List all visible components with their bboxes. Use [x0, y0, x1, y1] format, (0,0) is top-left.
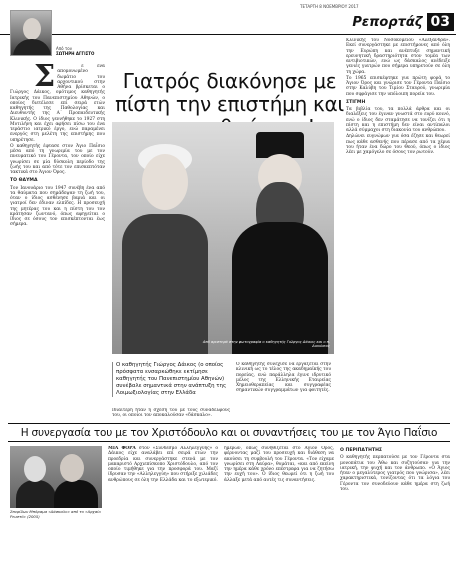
- bottom-column-2-text: ημερών, όπως συνηθίζεται στο Άγιον Όρος, φέρνοντας μαζί του προσευχή και διάθεση να ακούσει τη συμβουλή του Γέροντα. «Τον είχαμε γνωρίσει στη Λαύρα», θυμάται, «και από εκείνη την ημέρα κάθε χρόνο επέστρεφα για να ζητήσω την ευχή του». Ο ίδιος θεωρεί ότι η ζωή του άλλαξε μετά από αυτές τις συναντήσεις.: [224, 446, 334, 483]
- byline-label: Από τον: [56, 46, 72, 51]
- bottom-column-3: [340, 446, 450, 558]
- bottom-column-1-text: στον «Σύνδεσμο Αλληλεγγύης» ο Δάικος είχε αναλάβει επί σειρά ετών την προεδρία και συνεργάστηκε στενά με τον μακαριστό Αρχιεπίσκοπο Χριστόδουλο, από τον οποίο τιμήθηκε για την προσφορά του. Μαζί ίδρυσαν την «Αλληλεγγύη» που στήριξε χιλιάδες ανθρώπους σε όλη την Ελλάδα και το εξωτερικό.: [108, 446, 218, 483]
- person-right-figure: [232, 132, 328, 354]
- right-paragraph-1: Κλινικής του Νοσοκομείου «Αλεξάνδρα». Εκεί συνεργάστηκε με επιστήμονες από όλη την Ευρώπη και ανέπτυξε σημαντική ερευνητική δραστηριότητα στον τομέα των αντιβιοτικών, ενώ ως δάσκαλος ανέδειξε γενιές γιατρών που σήμερα υπηρετούν σε όλη τη χώρα.: [346, 38, 450, 75]
- lead-paragraph-1: ε ένα απομονωμένο δωμάτιο του αρχοντικού στην Αθήνα βρίσκεται ο Γιώργος Δάικος, ομότιμος καθηγητής Ιατρικής του Πανεπιστημίου Αθηνών, ο οποίος διετέλεσε επί σειρά ετών καθηγητής της Παθολογίας και Διευθυντής της Α΄ Προπαιδευτικής Κλινικής. Ο ίδιος γεννήθηκε το 1927 στη Μυτιλήνη και έχει αφήσει πίσω του ένα τεράστιο ιατρικό έργο, ενώ παραμένει ενεργός στη μελέτη της επιστήμης που υπηρέτησε.: [10, 64, 105, 143]
- person-left-figure: [122, 144, 208, 354]
- lead-column: [10, 64, 105, 414]
- secondary-photo: [10, 446, 102, 508]
- bottom-column-3-text: Ο καθηγητής περπατούσε με τον Γέροντα στα μονοπάτια του Άθω και συζητούσαν για την ιατρική, την ψυχή και τον άνθρωπο. «Ο Άγιος ήταν ο μεγαλύτερος γιατρός που γνώρισα», λέει χαρακτηριστικά, τονίζοντας ότι τα λόγια του Γέροντα τον συνοδεύουν κάθε ημέρα στη ζωή του.: [340, 455, 450, 492]
- right-paragraph-3: Τα βιβλία του, τα πολλά άρθρα και οι διαλέξεις του έγιναν γνωστά στο ευρύ κοινό, ενώ ο ίδιος δεν σταμάτησε να τονίζει ότι η πίστη και η επιστήμη δεν είναι αντίπαλοι αλλά σύμμαχοι στη διακονία του ανθρώπου.: [346, 107, 450, 133]
- right-column: [346, 38, 450, 374]
- page-number: 03: [427, 13, 454, 31]
- right-subhead: ΣΤΙΓΜΗ: [346, 99, 366, 105]
- bottom-column-1: [108, 446, 218, 558]
- headline: Γιατρός διακόνησε με πίστη την επιστήμη και: [115, 69, 344, 116]
- right-paragraph-2: Το 1965 επισκέφτηκε για πρώτη φορά το Άγιον Όρος και γνώρισε τον Γέροντα Παΐσιο στην Καλύβη του Τιμίου Σταυρού, γνωριμία που σφράγισε την υπόλοιπη πορεία του.: [346, 75, 450, 97]
- byline-name: ΣΩΤΗΡΗ ΑΓΓΙΣΤΟ: [56, 51, 95, 56]
- middle-column-continued: Ιδιαίτερη ήταν η σχέση του με τους συναδέλφους του, οι οποίοι τον αποκαλούσαν «δάσκαλο».: [112, 408, 230, 419]
- right-paragraph-4: Δηλώνει ευγνώμων για όσα έζησε και θεωρεί πως κάθε ασθενής που πέρασε από τα χέρια του ήταν ένα δώρο του Θεού, όπως ο ίδιος λέει με χαμόγελο σε όσους τον ρωτούν.: [346, 134, 450, 155]
- main-photo-caption: Από αριστερά στην φωτογραφία ο καθηγητής Γιώργος Δάικος και ο π. Διονύσιος: [202, 340, 330, 348]
- bottom-lead-word: ΜΙΑ ΦΟΡΑ: [108, 446, 136, 451]
- author-photo: [10, 10, 52, 56]
- drop-cap: Σ: [34, 64, 56, 94]
- bottom-column-2: [224, 446, 334, 558]
- pull-quote: Ο καθηγητής Γιώργος Δάικος (ο οποίος πρόσφατα ενσαρκώθηκε εκτίμησε καθηγητής του Πανεπιστημίου Αθηνών) συνέβαλε σημαντικά στην ανάπτυξη της Λοιμωξιολογίας στην Ελλάδα: [112, 362, 230, 397]
- secondary-photo-caption: Σπυρίδων Μπόραμα «Δάσκαλο» από το «Αρχαίο Ρευστό» (2005): [10, 509, 101, 519]
- section-title: Ρεπορτάζ: [352, 14, 423, 30]
- lead-subhead: ΤΟ ΘΑΥΜΑ: [10, 178, 38, 184]
- secondary-headline: Η συνεργασία του με τον Χριστόδουλο και οι συναντήσεις του με τον Άγιο Παΐσιο: [20, 427, 438, 439]
- bottom-column-3-subhead: Ο ΠΕΡΙΠΑΤΗΤΗΣ: [340, 448, 383, 453]
- main-photo: [112, 122, 334, 354]
- middle-column: Ο καθηγητής συνέχισε να εργάζεται στην κλινική ως το τέλος της ακαδημαϊκής του πορείας, ενώ παράλληλα έγινε ιδρυτικό μέλος της Ελληνικής Εταιρείας Χημειοθεραπείας και συγγραφέας σημαντικών συγγραμμάτων για φοιτητές.: [236, 362, 331, 394]
- dateline: ΤΕΤΑΡΤΗ 8 ΝΟΕΜΒΡΙΟΥ 2017: [300, 4, 359, 9]
- header-rule: [0, 34, 456, 35]
- lead-paragraph-3: Τον Ιανουάριο του 1947 συνέβη ένα από τα θαύματα που σημάδεψαν τη ζωή του, όταν ο ίδιος ασθένησε βαριά και οι γιατροί δεν έδιναν ελπίδες. Η προσευχή της μητέρας του και η πίστη του τον κράτησαν ζωντανό, όπως αφηγείται ο ίδιος σε όσους τον επισκέπτονται έως σήμερα.: [10, 185, 105, 228]
- lead-paragraph-2: Ο καθηγητής έφτασε στον Άγιο Παΐσιο μέσα από τη γνωριμία του με τον πνευματικό του Γέροντα, τον οποίο είχε γνωρίσει σε μία δύσκολη περίοδο της ζωής του και από τότε τον επισκεπτόταν τακτικά στο Άγιον Όρος.: [10, 143, 105, 175]
- section-header: [352, 12, 454, 32]
- separator-rule-bottom: [8, 441, 450, 442]
- separator-rule-top: [8, 423, 450, 424]
